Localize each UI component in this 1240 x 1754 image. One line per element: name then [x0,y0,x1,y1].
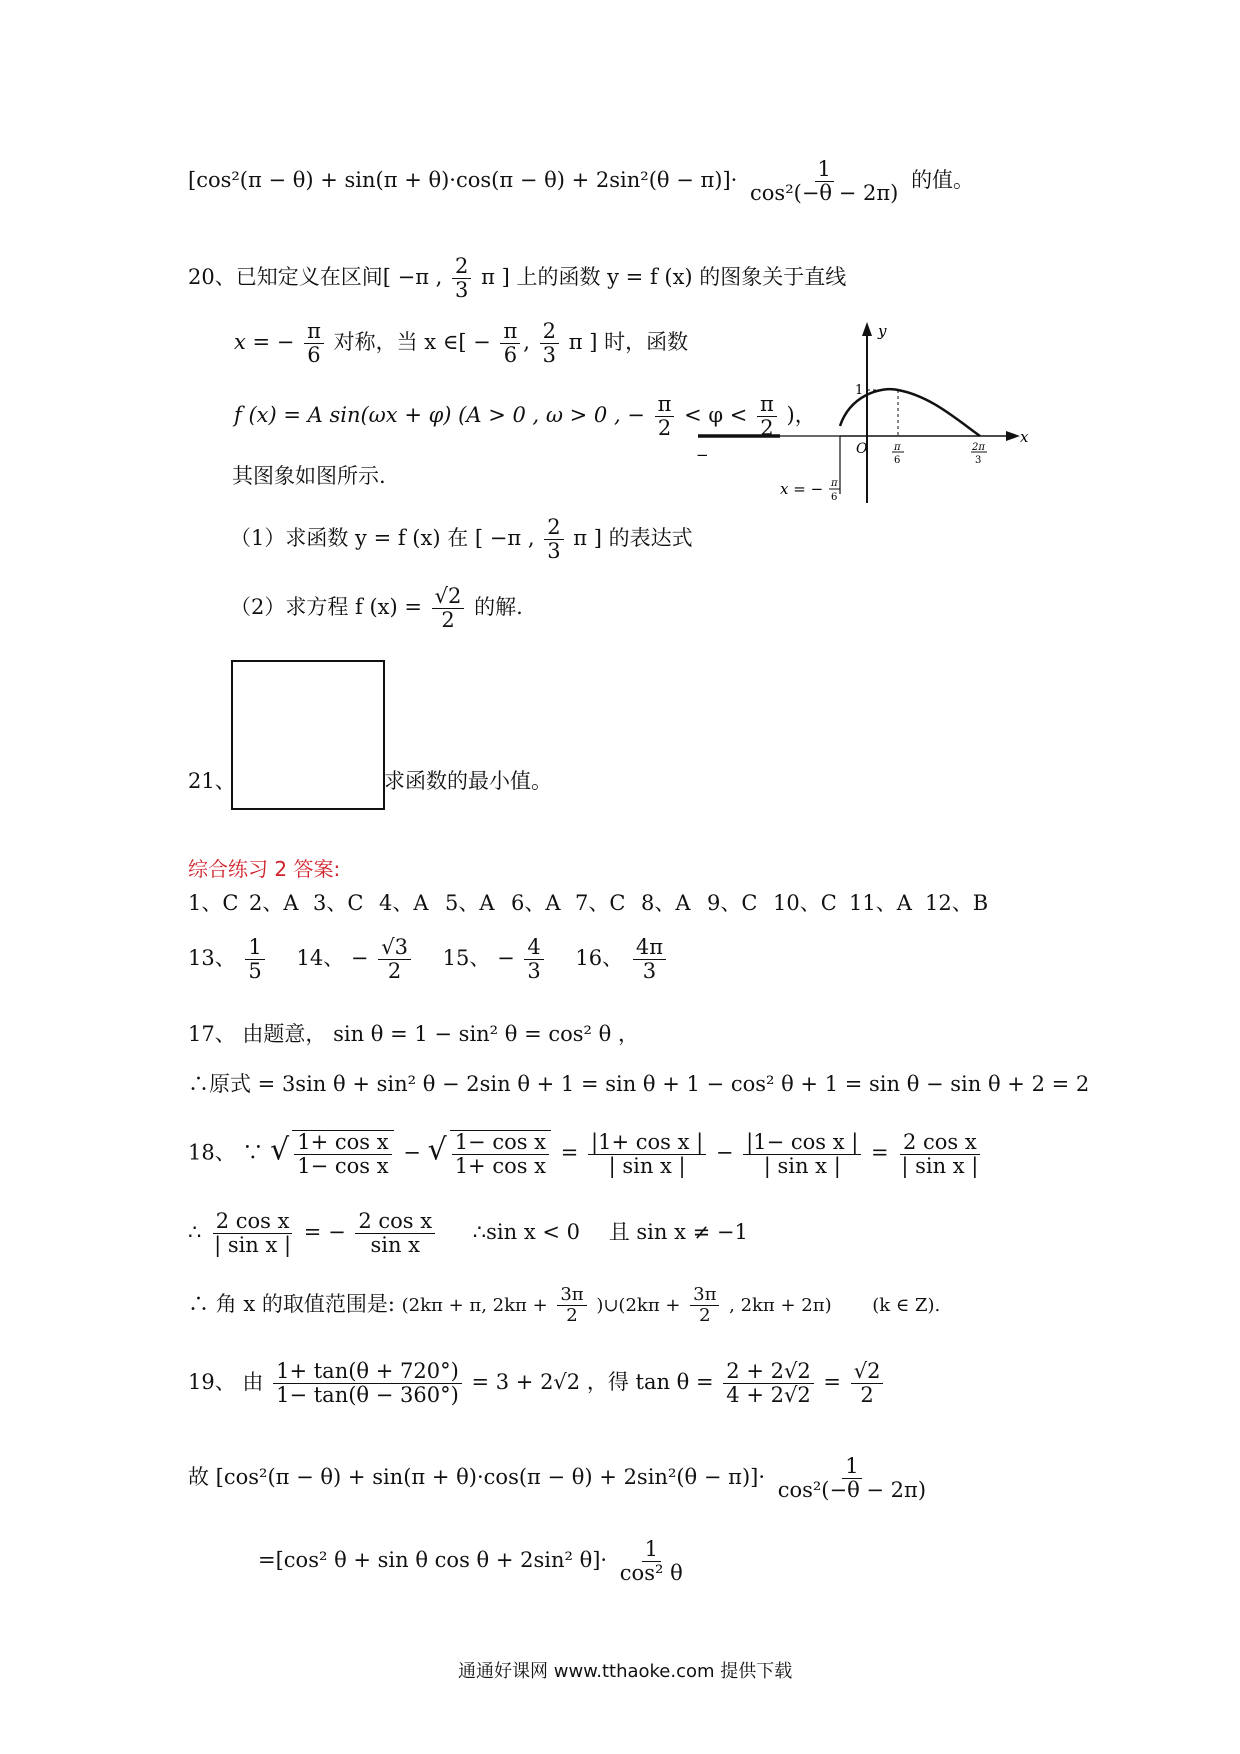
a19-by: 由 [242,1370,264,1395]
tick-pi6-num: π [894,442,901,453]
fraction-numerator: 2 cos x [355,1210,435,1234]
fraction-denominator: 2 [657,416,672,441]
q13-answer [245,936,264,983]
q20-line2-text-b: 对称，当 x ∈[ − [333,330,491,355]
a18-range-a: (2kπ + π, 2kπ + [401,1294,548,1316]
a19-l3-fraction [617,1538,686,1585]
a18-fraction-2 [743,1131,861,1178]
q14-number: 14、 [296,946,345,971]
fraction-denominator: | sin x | [763,1153,841,1178]
a18-line1: 18、 ∵ √ $\frac{\text{1+ cos x}}{\text{1− cos x}}$ − √ $\frac{\text{1− cos x}}{\text{1+ cos x}}$ = $\frac{\text{|1+ cos x |}}{\text{| sin x |}}$ − $\frac{\text{|1− cos x |}}{\text{| sin x |}}$ = $\frac{\text{2 cos x}}{\text{| sin x |}}$ [188,1130,984,1178]
tick-pi6-den: 6 [894,455,901,466]
q18-tail-expr: [cos²(π − θ) + sin(π + θ)·cos(π − θ) + 2sin²(θ − π)]· [188,168,738,193]
a18-fraction-1 [588,1131,706,1178]
mc-answer: 4、A [379,891,429,915]
fraction-numerator: 2 [452,255,471,279]
x-axis-label: x [1020,428,1029,446]
negative-pi-marker: − [696,446,709,464]
y-axis-label: y [878,322,887,340]
fraction-numerator: √3 [378,936,411,960]
q14-sign: − [350,946,369,971]
because-symbol: ∵ [242,1140,264,1165]
fraction-denominator: cos² θ [619,1561,683,1586]
q20-part2-text-a: （2）求方程 f (x) = [230,595,422,620]
a18-l2-fraction-2 [355,1210,435,1257]
fraction-numerator: 1 [245,936,264,960]
a19-line3 [258,1538,689,1585]
fraction-denominator: 3 [527,959,541,984]
q20-part1-fraction [544,516,563,563]
q14-answer [378,936,411,983]
fraction-denominator: 2 [387,959,402,984]
fraction-numerator: π [304,320,324,344]
fraction-numerator: 4 [524,936,543,960]
q20-part2 [230,585,523,632]
fraction-denominator: 2 [566,1304,578,1326]
fraction-denominator: 2 [760,416,774,441]
a19-number: 19、 [188,1370,236,1395]
fraction-numerator: √2 [851,1360,884,1384]
fraction-denominator: 4 + 2√2 [726,1383,811,1408]
fraction-denominator: | sin x | [608,1153,686,1178]
fraction-numerator: 1 [842,1455,861,1479]
q20-line2-fraction-3 [540,320,559,367]
q20-line1-text-a: 已知定义在区间[ −π , [235,265,443,290]
fraction-denominator: sin x [370,1233,420,1258]
fraction-denominator: | sin x | [214,1233,292,1258]
therefore-symbol: ∴ [188,1220,202,1245]
fraction-denominator: | sin x | [901,1153,979,1178]
a18-range-intro: ∴ 角 x 的取值范围是: [188,1291,395,1316]
a19-fraction-2 [723,1360,813,1407]
mc-answer: 2、A [249,891,299,915]
fraction-denominator: 3 [547,539,561,564]
mc-answer: 1、C [188,891,239,915]
mc-answer: 5、A [445,891,495,915]
missing-image-placeholder [231,660,385,810]
a18-line3 [188,1285,940,1326]
q20-part2-fraction [432,585,465,632]
fraction-denominator: 3 [455,278,469,303]
mc-answer: 12、B [925,891,989,915]
q20-line1-text-b: π ] 上的函数 y = f (x) 的图象关于直线 [481,265,847,290]
fraction-numerator: 1+ tan(θ + 720°) [273,1360,462,1384]
fraction-denominator: 6 [307,343,321,368]
fraction-numerator: 2 cos x [213,1210,293,1234]
fraction-numerator: |1+ cos x | [588,1131,706,1155]
q20-line2-fraction-1 [304,320,324,367]
mc-answer: 7、C [575,891,626,915]
one-label: 1 [855,383,864,398]
fraction-denominator: 1+ cos x [454,1154,547,1179]
fill-answers-row [188,936,669,983]
fraction-denominator: 3 [542,343,557,368]
q20-part2-text-b: 的解. [474,595,523,620]
equals-sign: = [560,1140,579,1165]
a18-range-fraction-2 [690,1285,719,1326]
q15-number: 15、 [442,946,491,971]
q21-number: 21、 [188,769,236,793]
q20-line3-text-c: )， [786,403,816,428]
q16-answer [633,936,666,983]
a18-range-c: , 2kπ + 2π) [729,1294,832,1316]
a18-number: 18、 [188,1140,236,1165]
mc-answer: 3、C [313,891,364,915]
fraction-numerator: π [757,393,777,417]
fraction-denominator: cos²(−θ − 2π) [750,181,899,206]
fraction-denominator: 1− cos x [297,1154,389,1179]
q20-line1-fraction [452,255,471,302]
a19-equation: = 3 + 2√2 ，得 tan θ = [471,1370,714,1395]
a17-line1: 17、 由题意， sin θ = 1 − sin² θ = cos² θ ， [188,1022,639,1046]
a18-root-1 [292,1130,393,1178]
a19-fraction-3 [851,1360,884,1407]
a19-l2-expr: 故 [cos²(π − θ) + sin(π + θ)·cos(π − θ) + 2sin²(θ − π)]· [188,1465,766,1490]
a18-line2 [188,1210,748,1257]
symmetry-label: x = − [780,480,824,498]
q20-part1-text-a: （1）求函数 y = f (x) 在 [ −π , [230,526,535,551]
fraction-denominator: 3 [642,959,657,984]
answers-heading: 综合练习 2 答案: [188,857,341,881]
fraction-numerator: |1− cos x | [743,1131,861,1155]
fraction-numerator: 3π [557,1285,586,1306]
q20-part1 [230,516,693,563]
equals-minus: = − [303,1220,346,1245]
fraction-numerator: 1+ cos x [294,1131,391,1155]
a19-line1 [188,1360,886,1407]
symmetry-frac-num: π [831,478,838,489]
q20-number: 20、 [188,265,236,290]
footer: 通通好课网 www.tthaoke.com 提供下载 [458,1661,793,1682]
tick-2pi3-den: 3 [975,455,982,466]
fraction-denominator: 1− tan(θ − 360°) [276,1383,459,1408]
minus-sign: − [715,1140,734,1165]
fraction-denominator: cos²(−θ − 2π) [777,1478,927,1503]
a18-range-fraction-1 [557,1285,586,1326]
a18-condition: ∴sin x < 0 [472,1220,581,1245]
origin-label: O [856,441,868,457]
q18-tail-suffix: 的值。 [911,168,975,193]
fraction-numerator: 2 [544,516,563,540]
q20-line2-comma: , [523,330,530,355]
fraction-numerator: 2 cos x [900,1131,980,1155]
fraction-numerator: π [500,320,520,344]
fraction-numerator: 2 [540,320,559,344]
mc-answer: 8、A [641,891,691,915]
fraction-denominator: 2 [699,1304,711,1326]
x-axis-arrow-icon [1006,431,1020,441]
fraction-numerator: 1 [642,1538,661,1562]
a19-l3-expr: =[cos² θ + sin θ cos θ + 2sin² θ]· [258,1548,608,1573]
equals-sign: = [823,1370,841,1395]
a19-fraction-1 [273,1360,462,1407]
fraction-numerator: 2 + 2√2 [723,1360,813,1384]
q20-line3-text-a: f (x) = A sin(ωx + φ) (A > 0 , ω > 0 , − [234,403,645,428]
q20-line2 [234,320,688,367]
y-axis-arrow-icon [862,322,872,336]
q20-line4: 其图象如图所示. [232,464,386,488]
tick-2pi3-num: 2π [972,442,985,453]
fraction-numerator: 4π [633,936,666,960]
q16-number: 16、 [575,946,624,971]
a18-fraction-3 [898,1131,981,1178]
q15-answer [524,936,543,983]
mc-answer: 6、A [511,891,561,915]
minus-sign: − [403,1140,421,1165]
q18-tail-fraction [747,158,901,205]
q18-tail-line [188,158,974,205]
q20-line2-text-d: π ] 时，函数 [568,330,689,355]
mc-answers-row [188,887,989,917]
mc-answer: 9、C [707,891,758,915]
q20-line3-fraction-1 [655,393,675,440]
a17-line2: ∴原式 = 3sin θ + sin² θ − 2sin θ + 1 = sin θ + 1 − cos² θ + 1 = sin θ − sin θ + 2 = 2 [188,1072,1090,1096]
q15-sign: − [497,946,515,971]
fraction-denominator: 5 [248,959,262,984]
fraction-denominator: 2 [860,1383,874,1408]
fraction-numerator: π [655,393,675,417]
a18-l2-fraction-1 [211,1210,294,1257]
a19-l2-fraction [775,1455,929,1502]
a18-range-b: )∪(2kπ + [596,1294,681,1316]
fraction-numerator: √2 [432,585,465,609]
q20-line2-text-a: x = − [234,330,295,355]
q21-text: 求函数的最小值。 [384,769,552,793]
fraction-numerator: 1− cos x [452,1131,549,1155]
symmetry-frac-den: 6 [831,492,838,503]
a18-and-condition: 且 sin x ≠ −1 [608,1220,748,1245]
q20-line2-fraction-2 [500,320,520,367]
q20-line3-text-b: < φ < [684,403,748,428]
fraction-numerator: 1 [815,158,834,182]
fraction-denominator: 2 [441,608,455,633]
a19-line2 [188,1455,932,1502]
a18-range-domain: (k ∈ Z). [872,1294,941,1316]
a18-root-2 [450,1130,551,1178]
q20-part1-text-b: π ] 的表达式 [573,526,693,551]
mc-answer: 10、C [773,891,837,915]
function-graph [690,318,1040,508]
fraction-denominator: 6 [503,343,518,368]
fraction-numerator: 3π [690,1285,719,1306]
q13-number: 13、 [188,946,236,971]
equals-sign: = [871,1140,889,1165]
q20-line1 [188,255,846,302]
mc-answer: 11、A [849,891,912,915]
